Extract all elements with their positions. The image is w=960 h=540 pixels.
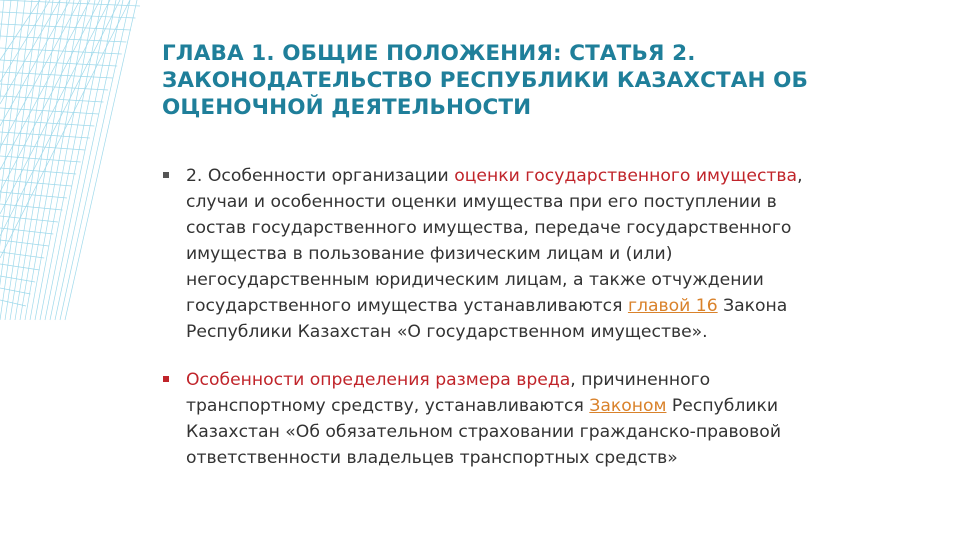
chapter-16-link[interactable]: главой 16 — [627, 296, 718, 316]
title-line-1: ГЛАВА 1. ОБЩИЕ ПОЛОЖЕНИЯ: СТАТЬЯ 2. — [162, 41, 696, 66]
text-run: государственного имущества устанавливаются — [186, 296, 628, 316]
text-run: 2. Особенности организации — [186, 166, 455, 186]
bullet-1-line-3: состав государственного имущества, передаче государственного — [186, 218, 792, 238]
law-link[interactable]: Законом — [589, 396, 667, 416]
text-run: Республики — [666, 396, 779, 416]
bullet-1-line-2: случаи и особенности оценки имущества при его поступлении в — [186, 192, 777, 212]
title-line-2: ЗАКОНОДАТЕЛЬСТВО РЕСПУБЛИКИ КАЗАХСТАН ОБ — [162, 68, 809, 93]
bullet-2-line-1 — [186, 367, 882, 393]
bullet-1-line-7: Республики Казахстан «О государственном имуществе». — [186, 322, 708, 342]
highlighted-phrase: Особенности определения размера вреда — [186, 370, 571, 390]
text-run: транспортному средству, устанавливаются — [186, 396, 590, 416]
title-line-3: ОЦЕНОЧНОЙ ДЕЯТЕЛЬНОСТИ — [162, 95, 532, 120]
bullet-marker — [163, 172, 169, 178]
bullet-item-1 — [162, 163, 882, 345]
text-run: , — [797, 166, 803, 186]
content-body — [162, 163, 882, 471]
bullet-2-line-4: ответственности владельцев транспортных средств» — [186, 448, 678, 468]
wireframe-building-decoration — [0, 0, 160, 330]
bullet-item-2 — [162, 367, 882, 471]
bullet-1-line-4: имущества в пользование физическим лицам и (или) — [186, 244, 673, 264]
bullet-2-line-3: Казахстан «Об обязательном страховании гражданско-правовой — [186, 422, 781, 442]
bullet-marker — [163, 376, 169, 382]
text-run: Закона — [717, 296, 788, 316]
bullet-1-line-5: негосударственным юридическим лицам, а также отчуждении — [186, 270, 764, 290]
bullet-1-line-1 — [186, 163, 882, 189]
bullet-2-line-2 — [186, 393, 882, 419]
slide-title — [162, 40, 882, 121]
text-run: , причиненного — [570, 370, 711, 390]
highlighted-phrase: оценки государственного имущества — [454, 166, 798, 186]
bullet-1-line-6 — [186, 293, 882, 319]
